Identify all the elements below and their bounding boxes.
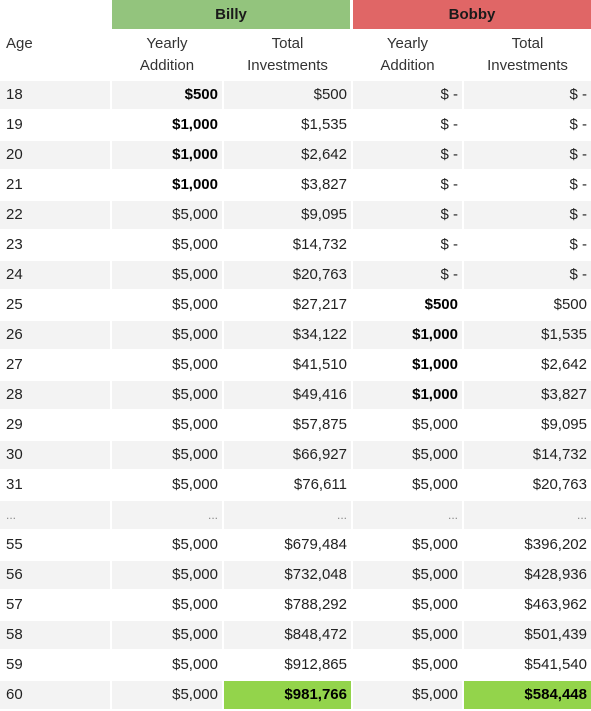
age-cell[interactable]: 60: [0, 681, 110, 709]
age-cell[interactable]: 27: [6, 356, 23, 373]
bobby-yearly-cell[interactable]: $ -: [440, 236, 458, 253]
bobby-total-cell[interactable]: $584,448: [464, 681, 591, 709]
bobby-total-cell[interactable]: $ -: [569, 176, 587, 193]
billy-yearly-cell[interactable]: $5,000: [172, 596, 218, 613]
age-cell[interactable]: 55: [6, 536, 23, 553]
table-row: [0, 591, 591, 621]
table-row: [0, 141, 591, 171]
billy-yearly-cell[interactable]: $1,000: [172, 116, 218, 133]
billy-total-cell[interactable]: $20,763: [224, 261, 351, 289]
bobby-total-cell[interactable]: $20,763: [532, 476, 587, 493]
header-line: Total: [271, 35, 304, 52]
table-row: [0, 201, 591, 231]
billy-yearly-cell[interactable]: $5,000: [112, 441, 222, 469]
billy-yearly-cell[interactable]: $5,000: [172, 236, 218, 253]
billy-yearly-cell[interactable]: $5,000: [112, 621, 222, 649]
bobby-total-header[interactable]: [464, 29, 591, 85]
billy-yearly-cell[interactable]: $5,000: [172, 416, 218, 433]
column-header-row: [0, 29, 591, 81]
bobby-total-cell[interactable]: $428,936: [464, 561, 591, 589]
age-cell[interactable]: 23: [6, 236, 23, 253]
table-row: [0, 651, 591, 681]
bobby-yearly-cell[interactable]: $ -: [440, 176, 458, 193]
age-cell[interactable]: 22: [0, 201, 110, 229]
bobby-yearly-cell[interactable]: $ -: [353, 141, 462, 169]
age-cell[interactable]: 29: [6, 416, 23, 433]
billy-total-cell[interactable]: $34,122: [224, 321, 351, 349]
billy-yearly-cell[interactable]: $1,000: [112, 141, 222, 169]
billy-yearly-cell[interactable]: $5,000: [112, 261, 222, 289]
table-row: [0, 621, 591, 651]
bobby-total-cell[interactable]: $541,540: [524, 656, 587, 673]
bobby-yearly-cell[interactable]: $5,000: [353, 681, 462, 709]
billy-total-cell[interactable]: $679,484: [284, 536, 347, 553]
bobby-yearly-cell[interactable]: $ -: [353, 201, 462, 229]
billy-total-cell[interactable]: $14,732: [292, 236, 347, 253]
table-row: [0, 81, 591, 111]
bobby-yearly-cell[interactable]: $5,000: [412, 536, 458, 553]
header-line: Investments: [487, 57, 568, 74]
bobby-total-cell[interactable]: $463,962: [524, 596, 587, 613]
billy-yearly-cell[interactable]: $5,000: [112, 201, 222, 229]
bobby-total-cell[interactable]: $1,535: [464, 321, 591, 349]
age-cell[interactable]: 31: [6, 476, 23, 493]
table-row: [0, 321, 591, 351]
table-row: [0, 171, 591, 201]
billy-total-cell[interactable]: $732,048: [224, 561, 351, 589]
bobby-yearly-cell[interactable]: $ -: [353, 81, 462, 109]
table-row: [0, 111, 591, 141]
bobby-total-cell[interactable]: ...: [464, 501, 591, 529]
billy-header[interactable]: Billy: [112, 0, 350, 29]
billy-total-cell[interactable]: $1,535: [301, 116, 347, 133]
header-line: Addition: [380, 57, 435, 74]
billy-yearly-cell[interactable]: $5,000: [172, 536, 218, 553]
bobby-total-cell[interactable]: $ -: [464, 201, 591, 229]
bobby-yearly-cell[interactable]: $5,000: [412, 476, 458, 493]
bobby-header[interactable]: Bobby: [353, 0, 591, 29]
billy-yearly-header[interactable]: [112, 29, 222, 85]
table-row: [0, 351, 591, 381]
bobby-total-cell[interactable]: $ -: [569, 116, 587, 133]
billy-yearly-cell[interactable]: $1,000: [172, 176, 218, 193]
billy-total-cell[interactable]: $66,927: [224, 441, 351, 469]
age-cell[interactable]: 18: [0, 81, 110, 109]
billy-total-cell[interactable]: $41,510: [292, 356, 347, 373]
billy-total-cell[interactable]: $76,611: [293, 476, 347, 493]
bobby-total-cell[interactable]: $ -: [464, 81, 591, 109]
bobby-total-cell[interactable]: $ -: [464, 141, 591, 169]
bobby-yearly-cell[interactable]: $1,000: [412, 356, 458, 373]
bobby-yearly-cell[interactable]: $5,000: [353, 561, 462, 589]
bobby-yearly-cell[interactable]: $5,000: [412, 596, 458, 613]
bobby-total-cell[interactable]: $501,439: [464, 621, 591, 649]
age-cell[interactable]: 28: [0, 381, 110, 409]
header-line: Yearly: [146, 35, 188, 52]
age-cell[interactable]: 19: [6, 116, 23, 133]
table-row: [0, 531, 591, 561]
billy-total-cell[interactable]: $2,642: [224, 141, 351, 169]
bobby-total-cell[interactable]: $396,202: [524, 536, 587, 553]
age-cell[interactable]: 20: [0, 141, 110, 169]
table-row: [0, 561, 591, 591]
bobby-total-cell[interactable]: $2,642: [541, 356, 587, 373]
billy-total-cell[interactable]: $49,416: [224, 381, 351, 409]
billy-total-cell[interactable]: $27,217: [292, 296, 347, 313]
age-cell[interactable]: 30: [0, 441, 110, 469]
billy-yearly-cell[interactable]: $5,000: [172, 476, 218, 493]
bobby-yearly-cell[interactable]: $5,000: [353, 441, 462, 469]
bobby-total-cell[interactable]: $500: [553, 296, 587, 313]
bobby-total-cell[interactable]: $ -: [569, 236, 587, 253]
billy-yearly-cell[interactable]: $5,000: [172, 356, 218, 373]
age-cell[interactable]: 25: [6, 296, 23, 313]
bobby-yearly-cell[interactable]: ...: [353, 501, 462, 529]
billy-total-cell[interactable]: $500: [224, 81, 351, 109]
billy-total-cell[interactable]: $9,095: [224, 201, 351, 229]
age-cell[interactable]: 58: [0, 621, 110, 649]
table-row: [0, 441, 591, 471]
header-line: Addition: [139, 57, 195, 74]
header-line: Investments: [247, 57, 328, 74]
age-cell[interactable]: 57: [6, 596, 23, 613]
age-cell[interactable]: 24: [0, 261, 110, 289]
age-cell[interactable]: 21: [6, 176, 23, 193]
table-row: [0, 501, 591, 531]
table-row: [0, 261, 591, 291]
bobby-total-cell[interactable]: $14,732: [464, 441, 591, 469]
billy-total-cell[interactable]: $848,472: [224, 621, 351, 649]
billy-total-cell[interactable]: $57,875: [292, 416, 347, 433]
bobby-total-cell[interactable]: $9,095: [541, 416, 587, 433]
billy-yearly-cell[interactable]: $500: [112, 81, 222, 109]
header-line: Yearly: [386, 35, 429, 52]
age-cell[interactable]: 56: [0, 561, 110, 589]
age-cell[interactable]: 26: [0, 321, 110, 349]
table-row: [0, 231, 591, 261]
billy-total-cell[interactable]: ...: [224, 501, 351, 529]
table-row: [0, 681, 591, 711]
table-row: [0, 381, 591, 411]
billy-total-header[interactable]: [224, 29, 351, 85]
billy-yearly-cell[interactable]: $5,000: [112, 381, 222, 409]
bobby-yearly-header[interactable]: [353, 29, 462, 85]
age-cell[interactable]: ...: [0, 501, 110, 529]
bobby-yearly-cell[interactable]: $5,000: [412, 416, 458, 433]
age-cell[interactable]: 59: [6, 656, 23, 673]
person-header-row: [0, 0, 591, 29]
age-header[interactable]: Age: [6, 35, 33, 52]
table-row: [0, 471, 591, 501]
billy-total-cell[interactable]: $981,766: [224, 681, 351, 709]
billy-total-cell[interactable]: $3,827: [301, 176, 347, 193]
table-body: [0, 81, 591, 711]
bobby-total-cell[interactable]: $ -: [464, 261, 591, 289]
bobby-yearly-cell[interactable]: $ -: [353, 261, 462, 289]
table-row: [0, 411, 591, 441]
billy-yearly-cell[interactable]: $5,000: [112, 321, 222, 349]
bobby-yearly-cell[interactable]: $5,000: [353, 621, 462, 649]
billy-yearly-cell[interactable]: ...: [112, 501, 222, 529]
billy-yearly-cell[interactable]: $5,000: [172, 296, 218, 313]
billy-yearly-cell[interactable]: $5,000: [172, 656, 218, 673]
billy-yearly-cell[interactable]: $5,000: [112, 561, 222, 589]
table-row: [0, 291, 591, 321]
header-line: Total: [511, 35, 544, 52]
bobby-yearly-cell[interactable]: $500: [424, 296, 458, 313]
bobby-yearly-cell[interactable]: $1,000: [353, 321, 462, 349]
bobby-total-cell[interactable]: $3,827: [464, 381, 591, 409]
bobby-yearly-cell[interactable]: $5,000: [412, 656, 458, 673]
bobby-yearly-cell[interactable]: $ -: [440, 116, 458, 133]
bobby-yearly-cell[interactable]: $1,000: [353, 381, 462, 409]
billy-total-cell[interactable]: $788,292: [284, 596, 347, 613]
billy-yearly-cell[interactable]: $5,000: [112, 681, 222, 709]
billy-total-cell[interactable]: $912,865: [284, 656, 347, 673]
